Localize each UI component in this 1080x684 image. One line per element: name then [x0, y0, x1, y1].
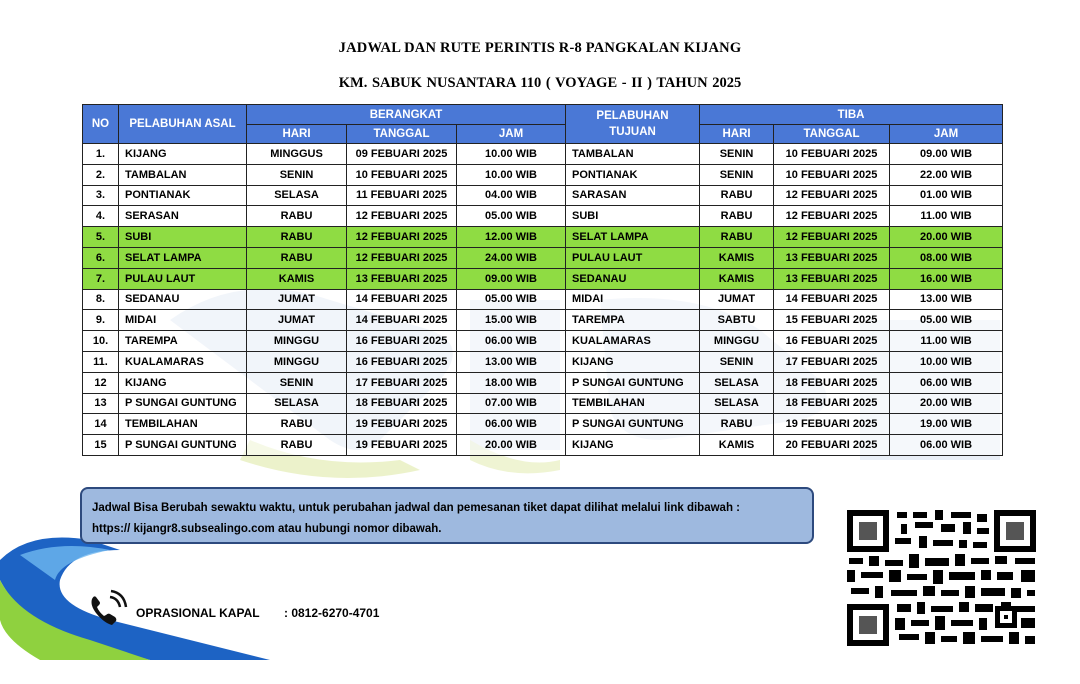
- cell-origin: SEDANAU: [119, 289, 247, 310]
- header-arrive-date: TANGGAL: [774, 125, 890, 144]
- cell-no: 13: [83, 393, 119, 414]
- cell-arr-date: 13 FEBUARI 2025: [774, 268, 890, 289]
- cell-arr-date: 12 FEBUARI 2025: [774, 185, 890, 206]
- cell-dep-day: RABU: [247, 414, 347, 435]
- cell-dep-time: 15.00 WIB: [457, 310, 566, 331]
- cell-arr-date: 20 FEBUARI 2025: [774, 435, 890, 456]
- cell-dep-day: MINGGUS: [247, 144, 347, 165]
- table-row: [83, 351, 1003, 372]
- cell-no: 8.: [83, 289, 119, 310]
- cell-no: 14: [83, 414, 119, 435]
- cell-arr-date: 18 FEBUARI 2025: [774, 372, 890, 393]
- cell-origin: PULAU LAUT: [119, 268, 247, 289]
- cell-arr-date: 16 FEBUARI 2025: [774, 331, 890, 352]
- cell-origin: TEMBILAHAN: [119, 414, 247, 435]
- cell-dest: KUALAMARAS: [566, 331, 700, 352]
- table-row: [83, 144, 1003, 165]
- cell-arr-date: 18 FEBUARI 2025: [774, 393, 890, 414]
- cell-origin: SELAT LAMPA: [119, 247, 247, 268]
- cell-arr-time: 06.00 WIB: [890, 372, 1003, 393]
- cell-arr-day: JUMAT: [700, 289, 774, 310]
- cell-origin: SUBI: [119, 227, 247, 248]
- cell-arr-time: 19.00 WIB: [890, 414, 1003, 435]
- table-row: [83, 289, 1003, 310]
- cell-arr-day: SELASA: [700, 372, 774, 393]
- table-row: [83, 414, 1003, 435]
- cell-arr-day: SELASA: [700, 393, 774, 414]
- cell-dep-time: 24.00 WIB: [457, 247, 566, 268]
- cell-dep-time: 10.00 WIB: [457, 164, 566, 185]
- cell-dest: SARASAN: [566, 185, 700, 206]
- cell-dep-date: 18 FEBUARI 2025: [347, 393, 457, 414]
- contact-label: OPRASIONAL KAPAL: [136, 606, 260, 620]
- cell-dest: TAMBALAN: [566, 144, 700, 165]
- cell-dep-time: 04.00 WIB: [457, 185, 566, 206]
- notice-line1: Jadwal Bisa Berubah sewaktu waktu, untuk perubahan jadwal dan pemesanan tiket dapat dilihat melalui link dibawah :: [92, 502, 740, 514]
- qr-code[interactable]: [845, 508, 1038, 648]
- cell-dep-day: MINGGU: [247, 331, 347, 352]
- cell-origin: TAMBALAN: [119, 164, 247, 185]
- cell-origin: MIDAI: [119, 310, 247, 331]
- cell-dep-date: 19 FEBUARI 2025: [347, 435, 457, 456]
- cell-dep-time: 05.00 WIB: [457, 206, 566, 227]
- table-row: [83, 310, 1003, 331]
- cell-arr-time: 05.00 WIB: [890, 310, 1003, 331]
- cell-dep-time: 06.00 WIB: [457, 414, 566, 435]
- cell-arr-date: 10 FEBUARI 2025: [774, 144, 890, 165]
- cell-no: 15: [83, 435, 119, 456]
- header-origin: PELABUHAN ASAL: [119, 105, 247, 144]
- cell-no: 11.: [83, 351, 119, 372]
- cell-arr-date: 17 FEBUARI 2025: [774, 351, 890, 372]
- cell-origin: SERASAN: [119, 206, 247, 227]
- cell-dep-date: 12 FEBUARI 2025: [347, 206, 457, 227]
- table-row: [83, 435, 1003, 456]
- header-arrive-time: JAM: [890, 125, 1003, 144]
- table-row: [83, 372, 1003, 393]
- cell-dest: SEDANAU: [566, 268, 700, 289]
- cell-dest: SELAT LAMPA: [566, 227, 700, 248]
- page-title: JADWAL DAN RUTE PERINTIS R-8 PANGKALAN KIJANG: [338, 40, 742, 56]
- header-no: NO: [83, 105, 119, 144]
- cell-arr-date: 15 FEBUARI 2025: [774, 310, 890, 331]
- cell-no: 4.: [83, 206, 119, 227]
- cell-origin: P SUNGAI GUNTUNG: [119, 393, 247, 414]
- cell-dep-day: RABU: [247, 247, 347, 268]
- cell-no: 7.: [83, 268, 119, 289]
- cell-dep-time: 12.00 WIB: [457, 227, 566, 248]
- cell-arr-date: 12 FEBUARI 2025: [774, 206, 890, 227]
- schedule-table: [82, 104, 1003, 456]
- cell-dep-day: RABU: [247, 435, 347, 456]
- cell-dest: SUBI: [566, 206, 700, 227]
- cell-dep-date: 14 FEBUARI 2025: [347, 310, 457, 331]
- page-subtitle: KM. SABUK NUSANTARA 110 ( VOYAGE - II ) TAHUN 2025: [338, 75, 742, 91]
- cell-dep-date: 19 FEBUARI 2025: [347, 414, 457, 435]
- cell-arr-time: 09.00 WIB: [890, 144, 1003, 165]
- cell-arr-day: KAMIS: [700, 268, 774, 289]
- table-row-highlighted: [83, 247, 1003, 268]
- cell-dest: KIJANG: [566, 351, 700, 372]
- cell-arr-time: 11.00 WIB: [890, 206, 1003, 227]
- cell-no: 3.: [83, 185, 119, 206]
- notice-box: [80, 487, 814, 544]
- cell-dep-date: 16 FEBUARI 2025: [347, 331, 457, 352]
- cell-dep-time: 18.00 WIB: [457, 372, 566, 393]
- cell-arr-time: 06.00 WIB: [890, 435, 1003, 456]
- cell-dep-date: 12 FEBUARI 2025: [347, 247, 457, 268]
- table-row: [83, 185, 1003, 206]
- cell-dep-date: 14 FEBUARI 2025: [347, 289, 457, 310]
- cell-dep-day: SENIN: [247, 372, 347, 393]
- cell-dep-day: SENIN: [247, 164, 347, 185]
- cell-dest: KIJANG: [566, 435, 700, 456]
- cell-dep-date: 13 FEBUARI 2025: [347, 268, 457, 289]
- cell-arr-time: 10.00 WIB: [890, 351, 1003, 372]
- cell-no: 2.: [83, 164, 119, 185]
- cell-arr-day: RABU: [700, 185, 774, 206]
- cell-arr-date: 12 FEBUARI 2025: [774, 227, 890, 248]
- header-arrive-day: HARI: [700, 125, 774, 144]
- cell-arr-day: SENIN: [700, 144, 774, 165]
- cell-arr-day: MINGGU: [700, 331, 774, 352]
- cell-arr-time: 11.00 WIB: [890, 331, 1003, 352]
- header-destination-line2: TUJUAN: [609, 126, 656, 138]
- cell-dep-time: 05.00 WIB: [457, 289, 566, 310]
- cell-arr-day: RABU: [700, 206, 774, 227]
- cell-arr-date: 19 FEBUARI 2025: [774, 414, 890, 435]
- header-depart-day: HARI: [247, 125, 347, 144]
- cell-dep-date: 17 FEBUARI 2025: [347, 372, 457, 393]
- cell-arr-time: 13.00 WIB: [890, 289, 1003, 310]
- cell-arr-time: 20.00 WIB: [890, 393, 1003, 414]
- cell-dep-time: 10.00 WIB: [457, 144, 566, 165]
- phone-icon: [86, 589, 132, 631]
- contact-info: [136, 606, 380, 620]
- cell-dep-date: 12 FEBUARI 2025: [347, 227, 457, 248]
- cell-dest: MIDAI: [566, 289, 700, 310]
- cell-arr-day: RABU: [700, 227, 774, 248]
- header-depart: BERANGKAT: [247, 105, 566, 125]
- cell-arr-day: KAMIS: [700, 435, 774, 456]
- cell-dep-day: SELASA: [247, 393, 347, 414]
- cell-dep-time: 06.00 WIB: [457, 331, 566, 352]
- table-row-highlighted: [83, 268, 1003, 289]
- cell-origin: P SUNGAI GUNTUNG: [119, 435, 247, 456]
- cell-dep-time: 07.00 WIB: [457, 393, 566, 414]
- table-row: [83, 393, 1003, 414]
- cell-dep-day: SELASA: [247, 185, 347, 206]
- cell-origin: PONTIANAK: [119, 185, 247, 206]
- cell-arr-time: 08.00 WIB: [890, 247, 1003, 268]
- cell-dep-date: 11 FEBUARI 2025: [347, 185, 457, 206]
- cell-origin: TAREMPA: [119, 331, 247, 352]
- cell-arr-day: RABU: [700, 414, 774, 435]
- cell-no: 6.: [83, 247, 119, 268]
- cell-dep-time: 13.00 WIB: [457, 351, 566, 372]
- header-depart-date: TANGGAL: [347, 125, 457, 144]
- cell-dep-date: 10 FEBUARI 2025: [347, 164, 457, 185]
- cell-dest: P SUNGAI GUNTUNG: [566, 414, 700, 435]
- cell-arr-date: 10 FEBUARI 2025: [774, 164, 890, 185]
- cell-dep-day: JUMAT: [247, 310, 347, 331]
- cell-dep-day: MINGGU: [247, 351, 347, 372]
- cell-dest: PULAU LAUT: [566, 247, 700, 268]
- cell-dest: TEMBILAHAN: [566, 393, 700, 414]
- cell-dest: PONTIANAK: [566, 164, 700, 185]
- cell-origin: KUALAMARAS: [119, 351, 247, 372]
- cell-arr-day: SENIN: [700, 164, 774, 185]
- cell-dep-day: RABU: [247, 227, 347, 248]
- header-arrive: TIBA: [700, 105, 1003, 125]
- cell-no: 5.: [83, 227, 119, 248]
- contact-phone-number: : 0812-6270-4701: [284, 606, 380, 620]
- cell-no: 10.: [83, 331, 119, 352]
- cell-dest: TAREMPA: [566, 310, 700, 331]
- cell-origin: KIJANG: [119, 372, 247, 393]
- cell-arr-time: 22.00 WIB: [890, 164, 1003, 185]
- cell-dep-day: KAMIS: [247, 268, 347, 289]
- cell-no: 9.: [83, 310, 119, 331]
- header-destination: [566, 105, 700, 144]
- cell-dep-date: 16 FEBUARI 2025: [347, 351, 457, 372]
- cell-origin: KIJANG: [119, 144, 247, 165]
- cell-arr-date: 14 FEBUARI 2025: [774, 289, 890, 310]
- cell-arr-day: SABTU: [700, 310, 774, 331]
- cell-arr-day: SENIN: [700, 351, 774, 372]
- cell-dep-time: 09.00 WIB: [457, 268, 566, 289]
- cell-dep-date: 09 FEBUARI 2025: [347, 144, 457, 165]
- table-row: [83, 206, 1003, 227]
- table-row: [83, 331, 1003, 352]
- table-row: [83, 164, 1003, 185]
- cell-dep-time: 20.00 WIB: [457, 435, 566, 456]
- cell-arr-time: 16.00 WIB: [890, 268, 1003, 289]
- cell-arr-time: 20.00 WIB: [890, 227, 1003, 248]
- cell-dest: P SUNGAI GUNTUNG: [566, 372, 700, 393]
- cell-no: 12: [83, 372, 119, 393]
- cell-arr-day: KAMIS: [700, 247, 774, 268]
- table-row-highlighted: [83, 227, 1003, 248]
- cell-arr-time: 01.00 WIB: [890, 185, 1003, 206]
- header-destination-line1: PELABUHAN: [596, 110, 669, 122]
- cell-arr-date: 13 FEBUARI 2025: [774, 247, 890, 268]
- notice-line2: https:// kijangr8.subsealingo.com atau hubungi nomor dibawah.: [92, 523, 442, 535]
- cell-no: 1.: [83, 144, 119, 165]
- cell-dep-day: RABU: [247, 206, 347, 227]
- cell-dep-day: JUMAT: [247, 289, 347, 310]
- header-depart-time: JAM: [457, 125, 566, 144]
